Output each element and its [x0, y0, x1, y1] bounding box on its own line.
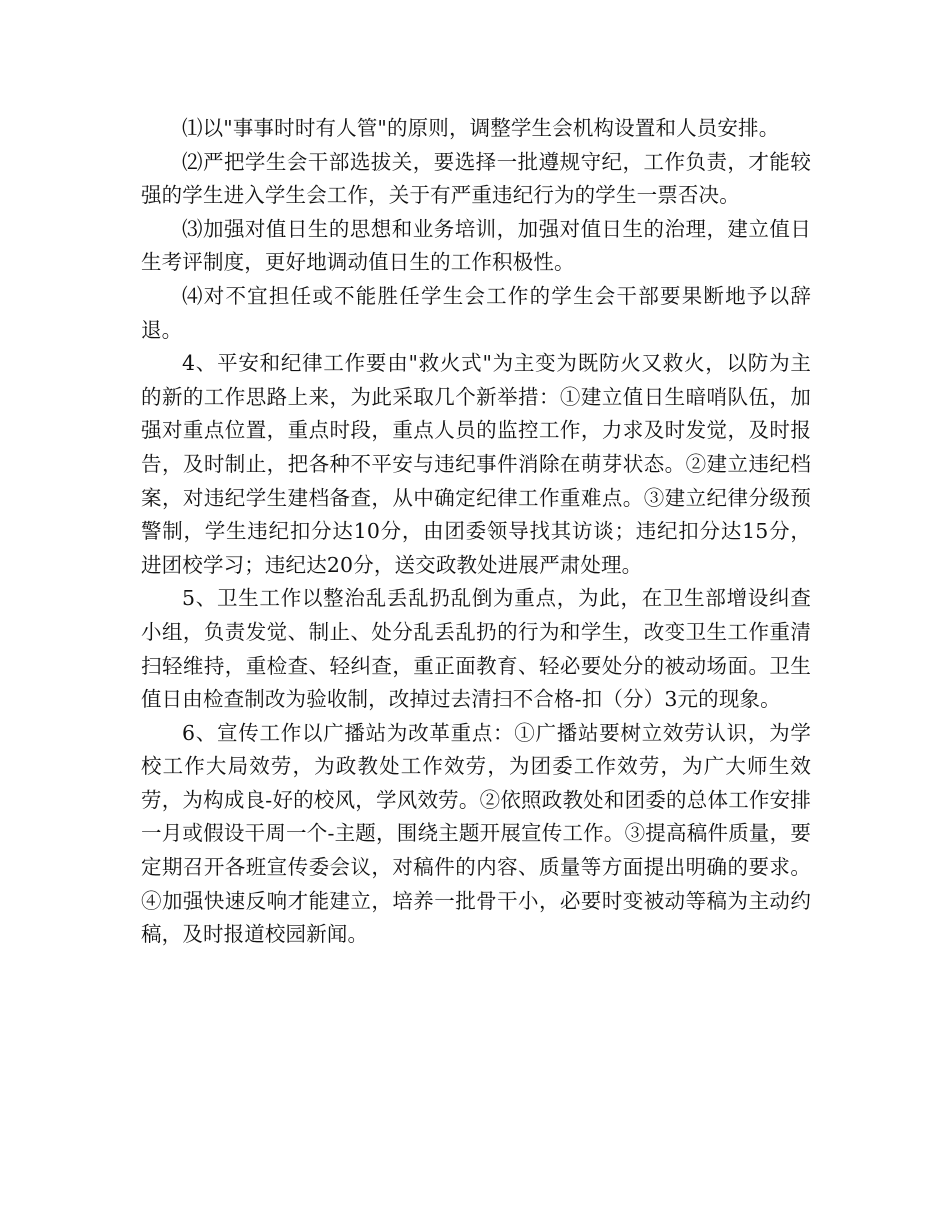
paragraph-4: ⑷对不宜担任或不能胜任学生会工作的学生会干部要果断地予以辞退。 — [141, 283, 811, 342]
paragraph-6: 5、卫生工作以整治乱丢乱扔乱倒为重点，为此，在卫生部增设纠查小组，负责发觉、制止、处分乱丢乱扔的行为和学生，改变卫生工作重清扫轻维持，重检查、轻纠查，重正面教育、轻必要处分的被动场面。卫生值日由检查制改为验收制，改掉过去清扫不合格-扣（分）3元的现象。 — [141, 586, 811, 712]
paragraph-3: ⑶加强对值日生的思想和业务培训，加强对值日生的治理，建立值日生考评制度，更好地调动值日生的工作积极性。 — [141, 216, 811, 275]
paragraph-2: ⑵严把学生会干部选拔关，要选择一批遵规守纪，工作负责，才能较强的学生进入学生会工作，关于有严重违纪行为的学生一票否决。 — [141, 149, 811, 208]
document-body — [141, 112, 811, 952]
paragraph-7: 6、宣传工作以广播站为改革重点：①广播站要树立效劳认识，为学校工作大局效劳，为政教处工作效劳，为团委工作效劳，为广大师生效劳，为构成良-好的校风，学风效劳。②依照政教处和团委的总体工作安排一月或假设干周一个-主题，围绕主题开展宣传工作。③提高稿件质量，要定期召开各班宣传委会议，对稿件的内容、质量等方面提出明确的要求。④加强快速反响才能建立，培养一批骨干小，必要时变被动等稿为主动约稿，及时报道校园新闻。 — [141, 720, 811, 947]
paragraph-5: 4、平安和纪律工作要由"救火式"为主变为既防火又救火，以防为主的新的工作思路上来，为此采取几个新举措：①建立值日生暗哨队伍，加强对重点位置，重点时段，重点人员的监控工作，力求及时发觉，及时报告，及时制止，把各种不平安与违纪事件消除在萌芽状态。②建立违纪档案，对违纪学生建档备查，从中确定纪律工作重难点。③建立纪律分级预警制，学生违纪扣分达10分，由团委领导找其访谈；违纪扣分达15分，进团校学习；违纪达20分，送交政教处进展严肃处理。 — [141, 351, 811, 577]
paragraph-1: ⑴以"事事时时有人管"的原则，调整学生会机构设置和人员安排。 — [182, 116, 780, 140]
